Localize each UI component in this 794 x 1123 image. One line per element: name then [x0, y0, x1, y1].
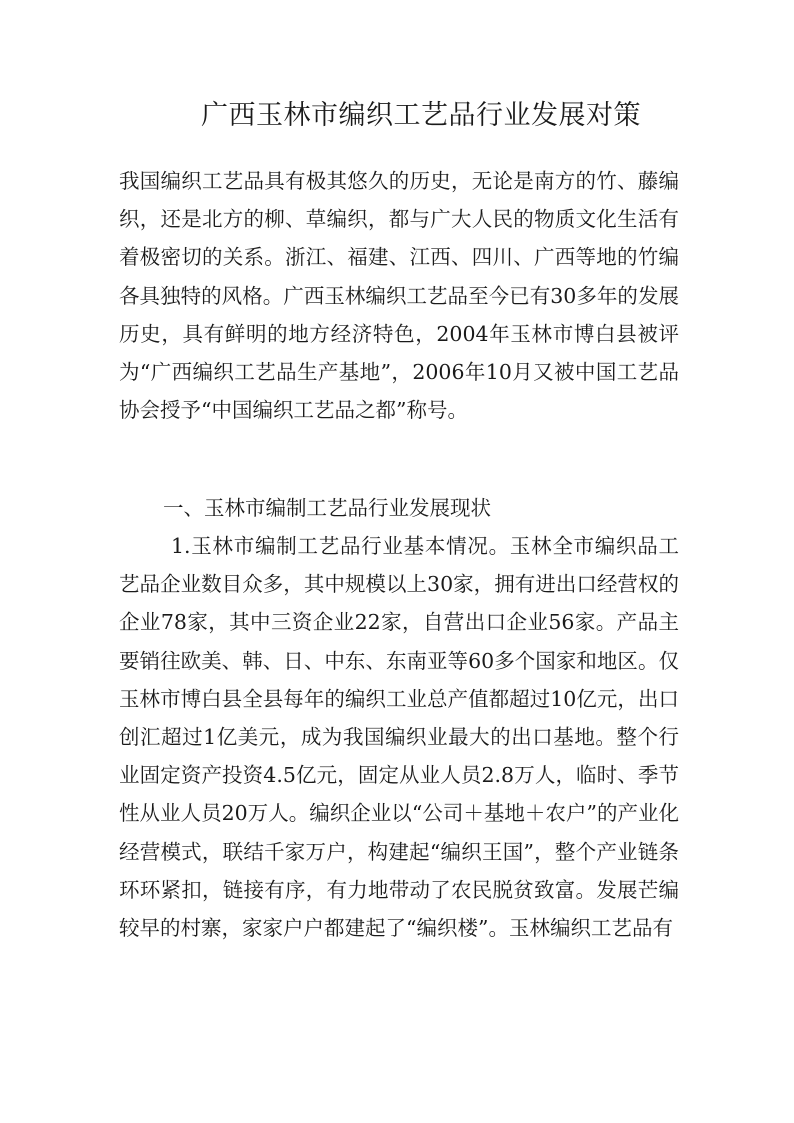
- document-title: 广西玉林市编织工艺品行业发展对策: [201, 100, 641, 131]
- status-paragraph: 1.玉林市编制工艺品行业基本情况。玉林全市编织品工艺品企业数目众多，其中规模以上30家，拥有进出口经营权的企业78家，其中三资企业22家，自营出口企业56家。产品主要销往欧美、韩、日、中东、东南亚等60多个国家和地区。仅玉林市博白县全县每年的编织工业总产值都超过10亿元，出口创汇超过1亿美元，成为我国编织业最大的出口基地。整个行业固定资产投资4.5亿元，固定从业人员2.8万人，临时、季节性从业人员20万人。编织企业以“公司＋基地＋农户”的产业化经营模式，联结千家万户，构建起“编织王国”，整个产业链条环环紧扣，链接有序，有力地带动了农民脱贫致富。发展芒编较早的村寨，家家户户都建起了“编织楼”。玉林编织工艺品有: [119, 534, 679, 941]
- section-heading: 一、玉林市编制工艺品行业发展现状: [163, 496, 491, 520]
- intro-paragraph: 我国编织工艺品具有极其悠久的历史，无论是南方的竹、藤编织，还是北方的柳、草编织，都与广大人民的物质文化生活有着极密切的关系。浙江、福建、江西、四川、广西等地的竹编各具独特的风格。广西玉林编织工艺品至今已有30多年的发展历史，具有鲜明的地方经济特色，2004年玉林市博白县被评为“广西编织工艺品生产基地”，2006年10月又被中国工艺品协会授予“中国编织工艺品之都”称号。: [119, 169, 679, 423]
